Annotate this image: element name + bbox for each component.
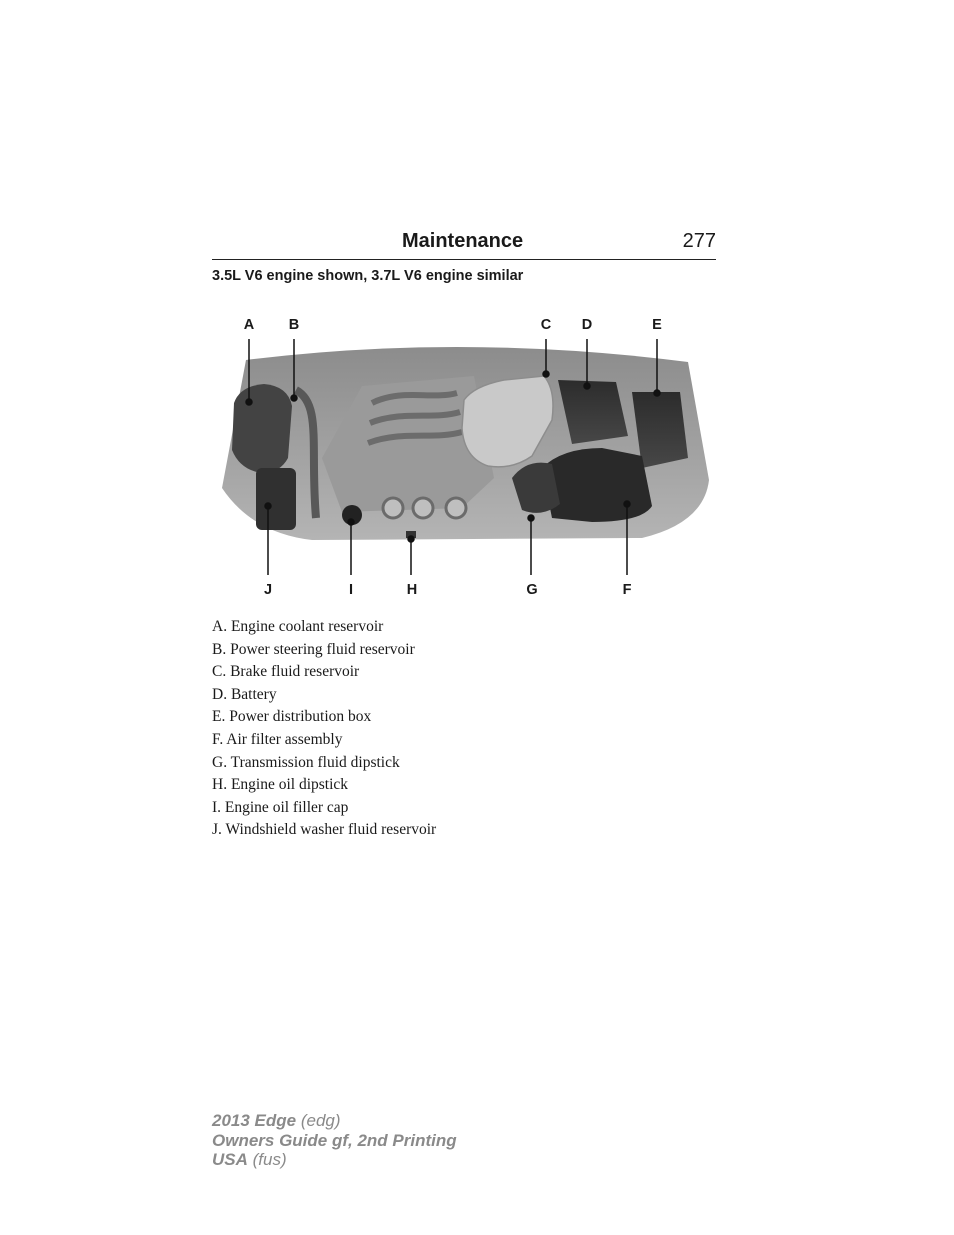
- page-header: [212, 229, 716, 260]
- footer-line-guide: [212, 1131, 457, 1151]
- coil-pack: [413, 498, 433, 518]
- footer-model: 2013 Edge: [212, 1111, 297, 1130]
- footer-line-market: [212, 1150, 457, 1170]
- legend-item: A. Engine coolant reservoir: [212, 618, 384, 635]
- callout-label-f: F: [622, 582, 632, 598]
- legend-item: B. Power steering fluid reservoir: [212, 640, 415, 658]
- legend-item: F. Air filter assembly: [212, 730, 343, 748]
- legend-item: D. Battery: [212, 685, 277, 703]
- page-footer: [212, 1111, 457, 1170]
- callout-label-b: B: [288, 317, 300, 333]
- coil-pack: [383, 498, 403, 518]
- washer-reservoir: [256, 468, 296, 530]
- legend-item: E. Power distribution box: [212, 708, 372, 726]
- legend-item: J. Windshield washer fluid reservoir: [212, 821, 437, 839]
- footer-market-code: (fus): [252, 1150, 287, 1169]
- section-title: Maintenance: [402, 230, 524, 252]
- figure-caption: 3.5L V6 engine shown, 3.7L V6 engine similar: [212, 268, 524, 284]
- page-number: 277: [682, 230, 716, 252]
- engine-illustration: [212, 308, 716, 608]
- legend-item: H. Engine oil dipstick: [212, 776, 349, 794]
- coil-pack: [446, 498, 466, 518]
- callout-label-e: E: [652, 317, 662, 333]
- callout-label-g: G: [526, 582, 538, 598]
- callout-label-i: I: [348, 582, 354, 598]
- engine-compartment-figure: [212, 308, 716, 608]
- callout-label-d: D: [581, 317, 593, 333]
- callout-label-c: C: [540, 317, 552, 333]
- component-legend: [212, 617, 436, 843]
- legend-item: I. Engine oil filler cap: [212, 798, 349, 816]
- callout-label-j: J: [263, 582, 273, 598]
- coolant-reservoir: [232, 384, 292, 473]
- footer-model-code: (edg): [300, 1111, 341, 1130]
- legend-item: G. Transmission fluid dipstick: [212, 753, 400, 771]
- legend-item: C. Brake fluid reservoir: [212, 663, 360, 681]
- footer-line-model: [212, 1111, 457, 1131]
- air-filter-assembly: [542, 448, 652, 522]
- callout-label-h: H: [406, 582, 418, 598]
- footer-market: USA: [212, 1150, 248, 1169]
- callout-label-a: A: [243, 317, 255, 333]
- footer-guide: Owners Guide gf, 2nd Printing: [212, 1130, 457, 1150]
